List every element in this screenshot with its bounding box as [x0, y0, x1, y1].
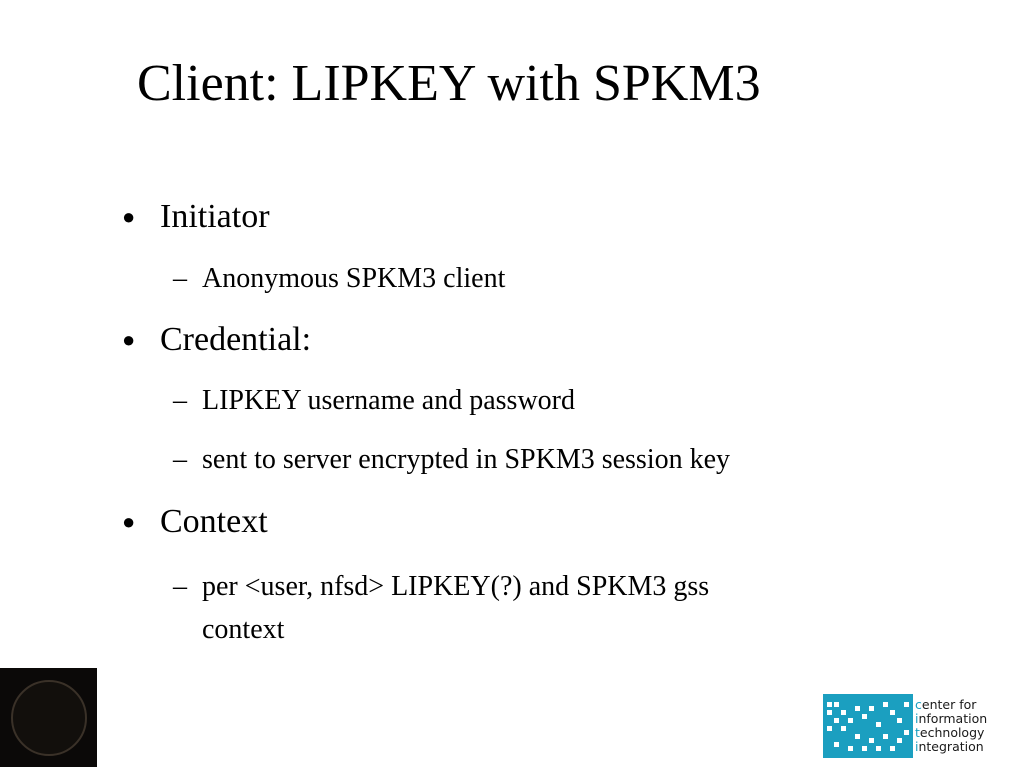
logo-line: center for — [915, 697, 977, 712]
seal-logo — [0, 668, 97, 767]
dash-icon: – — [173, 571, 187, 602]
bullet-icon: ● — [122, 509, 136, 534]
bullet-text: Initiator — [160, 198, 270, 235]
slide-title: Client: LIPKEY with SPKM3 — [137, 55, 761, 112]
sub-item-text: sent to server encrypted in SPKM3 session key — [202, 444, 731, 475]
logo-line: integration — [915, 739, 984, 754]
citi-logo — [823, 694, 1017, 758]
sub-item-text: Anonymous SPKM3 client — [202, 263, 506, 294]
sub-item-text: per <user, nfsd> LIPKEY(?) and SPKM3 gss — [202, 571, 710, 602]
sub-item-text: LIPKEY username and password — [202, 385, 575, 416]
dash-icon: – — [173, 444, 187, 475]
dash-icon: – — [173, 263, 187, 294]
bullet-icon: ● — [122, 327, 136, 352]
dash-icon: – — [173, 385, 187, 416]
logo-line: information — [915, 711, 988, 726]
city-skyline-icon — [823, 694, 913, 758]
sub-item-text: context — [202, 614, 285, 645]
logo-text — [915, 698, 1019, 754]
seal-icon — [11, 680, 87, 756]
logo-line: technology — [915, 725, 985, 740]
bullet-text: Credential: — [160, 321, 312, 358]
bullet-icon: ● — [122, 204, 136, 229]
bullet-text: Context — [160, 503, 268, 540]
